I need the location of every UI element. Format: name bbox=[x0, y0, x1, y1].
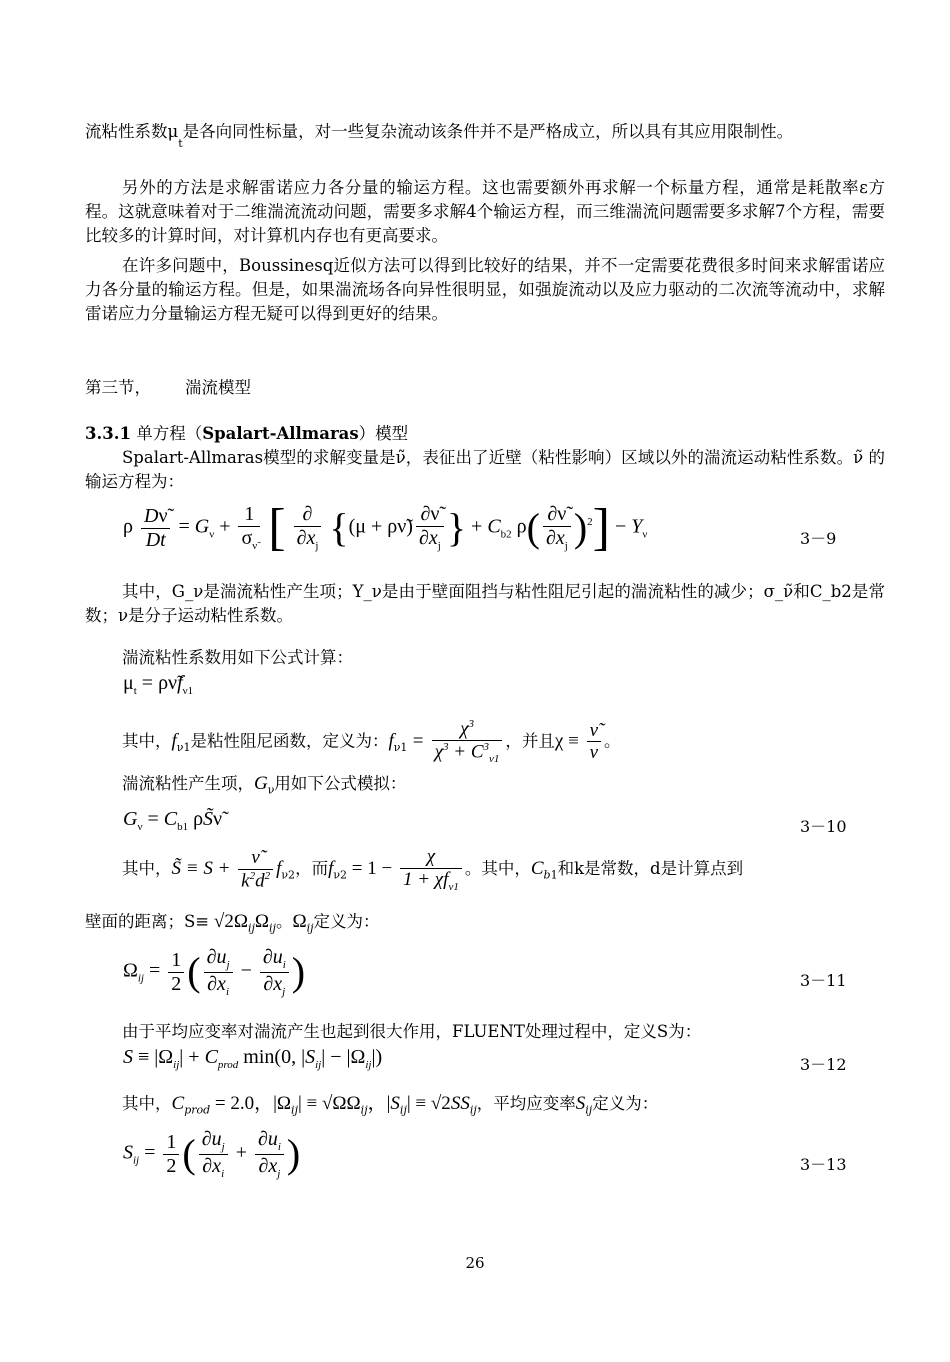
text: 是各向同性标量，对一些复杂流动该条件并不是严格成立，所以具有其应用限制性。 bbox=[182, 122, 794, 141]
subsection-number: 3.3.1 bbox=[85, 424, 131, 443]
text-fv1-definition: 其中，$f_{\nu 1}$是粘性阻尼函数，定义为：$f_{\nu 1}$ = $\frac{\chi^3}{\chi^3 + C^3_{\nu 1}}$ ，并且χ ≡ $\frac{\nũ}{\nu}$ 。 bbox=[122, 718, 621, 766]
text: 定义为： bbox=[592, 1094, 659, 1113]
text: 。 bbox=[604, 731, 621, 751]
page-number: 26 bbox=[465, 1254, 485, 1272]
equation-number: 3－11 bbox=[800, 971, 847, 990]
subscript: t bbox=[178, 137, 183, 151]
text: 其中， bbox=[122, 1094, 172, 1113]
paragraph-where-1: 其中，G_ν是湍流粘性产生项；Y_ν是由于壁面阻挡与粘性阻尼引起的湍流粘性的减少；σ_ν̃和C_b2是常数；ν是分子运动粘性系数。 bbox=[85, 582, 885, 625]
equation-number: 3－10 bbox=[800, 817, 847, 836]
paragraph-isotropy bbox=[85, 120, 885, 150]
subsection-title-c: ）模型 bbox=[358, 424, 409, 443]
subsection-title-b: Spalart-Allmaras bbox=[202, 424, 359, 443]
text: 。 bbox=[275, 912, 293, 931]
paragraph-boussinesq: 在许多问题中，Boussinesq近似方法可以得到比较好的结果，并不一定需要花费很多时间来求解雷诺应力各分量的输运方程。但是，如果湍流场各向异性很明显，如强旋流动以及应力驱动的二次流等流动中，求解雷诺应力分量输运方程无疑可以得到更好的结果。 bbox=[85, 256, 885, 323]
equation-3-13: $S_{ij}$ = $\frac{1}{2}$ ( $\frac{\partial u_j}{\partial x_i}$ + $\frac{\partial u_i}{\partial x_j}$ ) bbox=[123, 1128, 301, 1180]
equation-3-11: $\Omega_{ij}$ = $\frac{1}{2}$ ( $\frac{\partial u_j}{\partial x_i}$ − $\frac{\partial u_i}{\partial x_j}$ ) bbox=[123, 946, 306, 998]
text: 定义为： bbox=[313, 912, 380, 931]
equation-3-10: $G_\nu = C_{b1}$ ρS̃ν̃ bbox=[123, 808, 223, 833]
text: 和k是常数，d是计算点到 bbox=[557, 859, 744, 879]
text: 用如下公式模拟： bbox=[274, 774, 407, 793]
text: ，而 bbox=[295, 859, 329, 879]
equation-3-9: ρ $\frac{D\nũ}{Dt}$ = $G_\nu$ + $\frac{1}{\sigma_{\nũ}}$ [ $\frac{\partial}{\partial x_j}$ {(μ + ρν̃) $\frac{\partial\nũ}{\partial x_j}$ } + $C_{b2}$ ρ( $\frac{\partial\nũ}{\partial x_j}$ )$^2] - Y_\nu$ bbox=[123, 499, 648, 556]
text-wall-distance: 壁面的距离；$S\equiv √2\Omega_{ij}\Omega_{ij}$。$\Omega_{ij}$定义为： bbox=[85, 911, 380, 935]
equation-3-12: $S \equiv |\Omega_{ij}| + C_{prod}$ min(0, $|S_{ij}| - |\Omega_{ij}|$) bbox=[123, 1046, 383, 1071]
section-heading bbox=[85, 376, 251, 400]
equation-mu-t: $\mu_t$ = $\rho\nũf_{\nu 1}$ bbox=[123, 672, 194, 697]
paragraph-reynolds-stress: 另外的方法是求解雷诺应力各分量的输运方程。这也需要额外再求解一个标量方程，通常是耗散率ε方程。这就意味着对于二维湍流流动问题，需要多求解4个输运方程，而三维湍流问题需要多求解7个方程，需要比较多的计算时间，对计算机内存也有更高要求。 bbox=[85, 178, 885, 245]
section-title: 湍流模型 bbox=[185, 378, 251, 397]
equation-number: 3－9 bbox=[800, 529, 837, 548]
text-cprod-definition: 其中，$C_{prod} = 2.0$，$|\Omega_{ij}| \equiv √\Omega\Omega_{ij}$，$|S_{ij}| \equiv √2SS_{ij}$，平均应变率$S_{ij}$定义为： bbox=[122, 1093, 659, 1117]
subsection-heading bbox=[85, 422, 408, 446]
text: 流粘性系数μ bbox=[85, 122, 179, 141]
text: 。其中， bbox=[464, 859, 531, 879]
text-production-intro: 湍流粘性产生项，$G_\nu$用如下公式模拟： bbox=[122, 773, 407, 797]
equation-number: 3－12 bbox=[800, 1055, 847, 1074]
text: 其中， bbox=[122, 731, 172, 751]
text: ，平均应变率 bbox=[476, 1094, 576, 1113]
text: 湍流粘性产生项， bbox=[122, 774, 254, 793]
text: 是粘性阻尼函数，定义为： bbox=[190, 731, 389, 751]
text: 其中， bbox=[122, 859, 172, 879]
subsection-title-a: 单方程（ bbox=[136, 424, 203, 443]
section-label: 第三节， bbox=[85, 378, 151, 397]
paragraph-sa-intro: Spalart-Allmaras模型的求解变量是ν̃，表征出了近壁（粘性影响）区域以外的湍流运动粘性系数。ν̃ 的输运方程为： bbox=[85, 448, 885, 491]
text-fluent-definition: 由于平均应变率对湍流产生也起到很大作用，FLUENT处理过程中，定义S为： bbox=[122, 1022, 702, 1041]
text-s-tilde-definition: 其中，S̃ ≡ S + $\frac{\nũ}{k^2d^2}$ $f_{\nu 2}$，而$f_{\nu 2} = 1$ − $\frac{\chi}{1 + \chi f_{\nu 1}}$ 。其中，$C_{b1}$和k是常数，d是计算点到 bbox=[122, 846, 744, 893]
text: ，并且 bbox=[505, 731, 555, 751]
text-viscosity-formula-intro: 湍流粘性系数用如下公式计算： bbox=[122, 648, 353, 667]
equation-number: 3－13 bbox=[800, 1155, 847, 1174]
text: 壁面的距离；S≡ bbox=[85, 912, 210, 931]
